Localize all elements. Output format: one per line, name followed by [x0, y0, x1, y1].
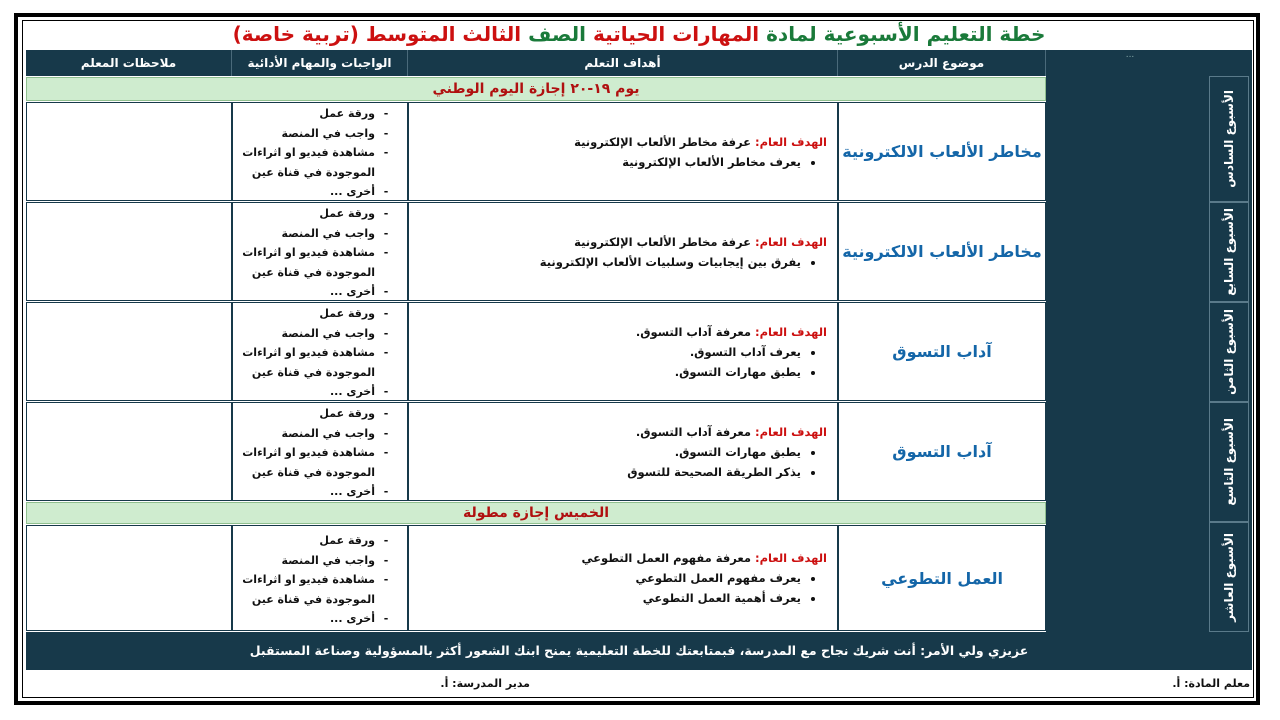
page-title: خطة التعليم الأسبوعية لمادة المهارات الحياتية الصف الثالث المتوسط (تربية خاصة) — [232, 22, 1046, 46]
objective-item: • يعرف مفهوم العمل التطوعي — [409, 568, 801, 588]
list-item: -أخرى ... — [330, 385, 389, 398]
goals-cell: الهدف العام: معرفة آداب التسوق. • يطبق مهارات التسوق. • يذكر الطريقة الصحيحة للتسوق — [408, 402, 838, 501]
table-row — [26, 302, 1046, 401]
goals-cell: الهدف العام: معرفة مفهوم العمل التطوعي • يعرف مفهوم العمل التطوعي • يعرف أهمية العمل التطوعي — [408, 525, 838, 631]
list-item: الموجودة في قناة عين — [251, 365, 375, 379]
objective-item: • يفرق بين إيجابيات وسلبيات الألعاب الإلكترونية — [409, 252, 801, 272]
topic-cell: مخاطر الألعاب الالكترونية — [838, 202, 1046, 301]
topic-cell: مخاطر الألعاب الالكترونية — [838, 102, 1046, 201]
table-row — [26, 402, 1046, 501]
list-item: -مشاهدة فيديو او اثراءات — [242, 446, 389, 459]
objective-item: • يذكر الطريقة الصحيحة للتسوق — [409, 462, 801, 482]
notes-cell — [26, 302, 232, 401]
list-item: -واجب في المنصة — [281, 553, 389, 567]
corner-placeholder: ... — [1125, 50, 1135, 60]
list-item: الموجودة في قناة عين — [251, 465, 375, 479]
header-goals: أهداف التعلم — [408, 50, 838, 76]
week-label: الأسبوع السادس — [1209, 76, 1249, 202]
list-item: -مشاهدة فيديو او اثراءات — [242, 573, 389, 586]
list-item: -واجب في المنصة — [281, 226, 389, 240]
parent-message: عزيزي ولي الأمر: أنت شريك نجاح مع المدرسة، فبمتابعتك للخطة التعليمية يمنح ابنك الشعور أكثر بالمسؤولية وصناعة المستقبل — [26, 632, 1252, 670]
list-item: -ورقة عمل — [319, 107, 389, 120]
table-row — [26, 525, 1046, 631]
list-item: الموجودة في قناة عين — [251, 265, 375, 279]
tasks-cell — [232, 402, 408, 501]
topic-cell: آداب التسوق — [838, 302, 1046, 401]
list-item: -أخرى ... — [330, 285, 389, 298]
notes-cell — [26, 402, 232, 501]
header-tasks: الواجبات والمهام الأدائية — [232, 50, 408, 76]
objective-item: • يعرف أهمية العمل التطوعي — [409, 588, 801, 608]
goals-cell: الهدف العام: عرفة مخاطر الألعاب الإلكترونية • يعرف مخاطر الألعاب الإلكترونية — [408, 102, 838, 201]
list-item: -أخرى ... — [330, 185, 389, 198]
list-item: -مشاهدة فيديو او اثراءات — [242, 246, 389, 259]
list-item: -مشاهدة فيديو او اثراءات — [242, 146, 389, 159]
principal-signature: مدير المدرسة: أ. — [440, 677, 530, 690]
notes-cell — [26, 525, 232, 631]
goals-cell: الهدف العام: عرفة مخاطر الألعاب الإلكترونية • يفرق بين إيجابيات وسلبيات الألعاب الإلكترونية — [408, 202, 838, 301]
list-item: -ورقة عمل — [319, 207, 389, 220]
list-item: -مشاهدة فيديو او اثراءات — [242, 346, 389, 359]
list-item: -أخرى ... — [330, 612, 389, 625]
week-label: الأسبوع العاشر — [1209, 522, 1249, 632]
list-item: -أخرى ... — [330, 485, 389, 498]
notes-cell — [26, 202, 232, 301]
week-label: الأسبوع التاسع — [1209, 402, 1249, 522]
objective-item: • يعرف مخاطر الألعاب الإلكترونية — [409, 152, 801, 172]
topic-cell: آداب التسوق — [838, 402, 1046, 501]
teacher-signature: معلم المادة: أ. — [1172, 677, 1250, 690]
holiday-band-national-day: يوم ١٩-٢٠ إجازة اليوم الوطني — [26, 77, 1046, 101]
notes-cell — [26, 102, 232, 201]
objective-item: • يطبق مهارات التسوق. — [409, 442, 801, 462]
list-item: -واجب في المنصة — [281, 426, 389, 440]
goals-cell: الهدف العام: معرفة آداب التسوق. • يعرف آداب التسوق. • يطبق مهارات التسوق. — [408, 302, 838, 401]
tasks-cell — [232, 302, 408, 401]
tasks-cell — [232, 102, 408, 201]
list-item: الموجودة في قناة عين — [251, 165, 375, 179]
list-item: -ورقة عمل — [319, 407, 389, 420]
list-item: -واجب في المنصة — [281, 126, 389, 140]
list-item: الموجودة في قناة عين — [251, 592, 375, 606]
tasks-cell — [232, 202, 408, 301]
list-item: -ورقة عمل — [319, 307, 389, 320]
week-label: الأسبوع الثامن — [1209, 302, 1249, 402]
header-notes: ملاحظات المعلم — [26, 50, 232, 76]
objective-item: • يطبق مهارات التسوق. — [409, 362, 801, 382]
table-row — [26, 202, 1046, 301]
list-item: -واجب في المنصة — [281, 326, 389, 340]
week-label: الأسبوع السابع — [1209, 202, 1249, 302]
header-topic: موضوع الدرس — [838, 50, 1046, 76]
objective-item: • يعرف آداب التسوق. — [409, 342, 801, 362]
tasks-cell — [232, 525, 408, 631]
holiday-band-thursday: الخميس إجازة مطولة — [26, 502, 1046, 524]
list-item: -ورقة عمل — [319, 534, 389, 547]
table-row — [26, 102, 1046, 201]
topic-cell: العمل التطوعي — [838, 525, 1046, 631]
